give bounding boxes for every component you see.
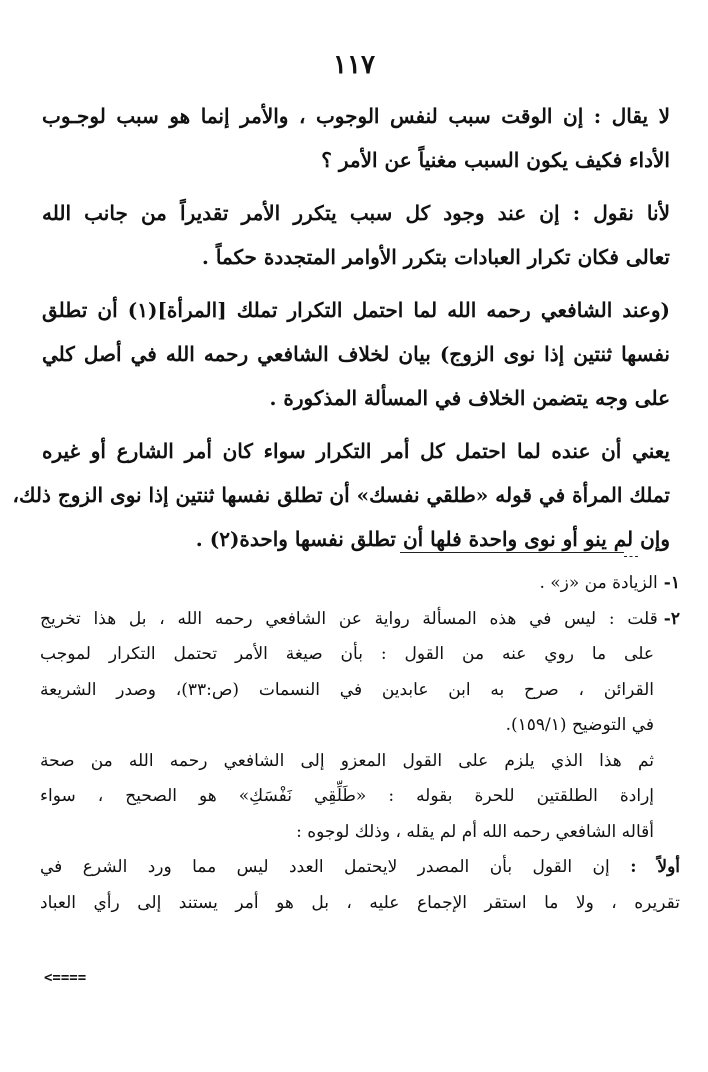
text-line: لأنا نقول : إن عند وجود كل سبب يتكرر الأمر تقديراً من جانب الله <box>42 201 670 225</box>
footnote-number: ٢- <box>663 608 680 629</box>
footnote-1 <box>40 566 680 602</box>
footnote-2 <box>40 602 680 638</box>
footnote-text: إن القول بأن المصدر لايحتمل العدد ليس مما ورد الشرع في <box>40 857 610 877</box>
continue-arrow-marker: <==== <box>44 970 87 986</box>
footnote-line: إرادة الطلقتين للحرة بقوله : «طَلِّقِي نَفْسَكِ» هو الصحيح ، سواء <box>40 786 654 806</box>
text-line: وإن لم ينو أو نوى واحدة فلها أن تطلق نفسها واحدة(٢) . <box>195 527 670 551</box>
footnotes <box>40 566 680 921</box>
footnote-separator-dash <box>624 556 638 557</box>
footnote-line <box>40 850 680 886</box>
text-line: الأداء فكيف يكون السبب مغنياً عن الأمر ؟ <box>321 148 670 172</box>
text-line: يعني أن عنده لما احتمل كل أمر التكرار سواء كان أمر الشارع أو غيره <box>42 439 670 463</box>
footnote-line: أقاله الشافعي رحمه الله أم لم يقله ، وذلك لوجوه : <box>296 821 654 842</box>
footnote-line: تقريره ، ولا ما استقر الإجماع عليه ، بل هو أمر يستند إلى رأي العباد <box>40 892 680 913</box>
main-text-body <box>12 94 671 561</box>
text-line: على وجه يتضمن الخلاف في المسألة المذكورة . <box>269 386 670 410</box>
text-line: نفسها ثنتين إذا نوى الزوج) بيان لخلاف الشافعي رحمه الله في أصل كلي <box>42 342 670 366</box>
page-number: ١١٧ <box>333 50 375 80</box>
footnote-line: ثم هذا الذي يلزم على القول المعزو إلى الشافعي رحمه الله من صحة <box>40 750 654 771</box>
footnote-line: على ما روي عنه من القول : بأن صيغة الأمر تحتمل التكرار لموجب <box>40 644 654 664</box>
footnote-separator <box>400 552 624 553</box>
text-line: (وعند الشافعي رحمه الله لما احتمل التكرار تملك [المرأة](١) أن تطلق <box>42 298 671 322</box>
footnote-text: قلت : ليس في هذه المسألة رواية عن الشافعي رحمه الله ، بل هذا تخريج <box>40 608 658 629</box>
text-line: تعالى فكان تكرار العبادات بتكرر الأوامر المتجددة حكماً . <box>201 245 670 269</box>
first-reason-label: أولاً : <box>630 857 681 877</box>
footnote-text: الزيادة من «ز» . <box>539 573 658 593</box>
footnote-line: في التوضيح (١٥٩/١). <box>505 715 654 735</box>
footnote-number: ١- <box>663 573 680 593</box>
text-line: لا يقال : إن الوقت سبب لنفس الوجوب ، والأمر إنما هو سبب لوجـوب <box>42 104 670 128</box>
text-line: تملك المرأة في قوله «طلقي نفسك» أن تطلق نفسها ثنتين إذا نوى الزوج ذلك، <box>12 483 670 507</box>
footnote-line: القرائن ، صرح به ابن عابدين في النسمات (ص:٣٣)، وصدر الشريعة <box>40 679 654 700</box>
